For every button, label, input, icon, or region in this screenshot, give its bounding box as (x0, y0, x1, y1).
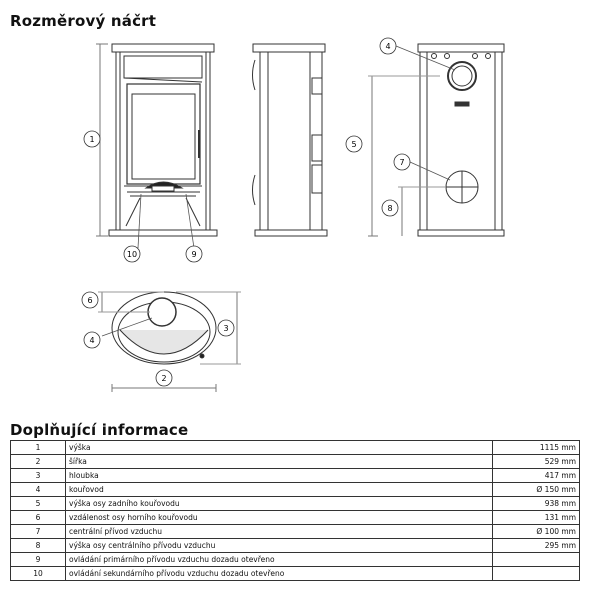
callout-9 (186, 246, 202, 262)
row-value: 529 mm (493, 455, 580, 469)
info-title: Doplňující informace (10, 421, 189, 439)
row-number: 1 (11, 441, 66, 455)
row-number: 9 (11, 553, 66, 567)
row-label: ovládání sekundárního přívodu vzduchu dozadu otevřeno (66, 567, 493, 581)
table-row (11, 441, 580, 455)
row-value: 131 mm (493, 511, 580, 525)
row-number: 5 (11, 497, 66, 511)
side-view (253, 44, 328, 236)
svg-text:9: 9 (191, 250, 197, 259)
callout-4-back (380, 38, 396, 54)
callout-3 (218, 320, 234, 336)
back-view (418, 44, 504, 236)
table-row (11, 525, 580, 539)
row-label: hloubka (66, 469, 493, 483)
callout-5 (346, 136, 362, 152)
svg-text:5: 5 (351, 140, 357, 149)
callout-1 (84, 131, 100, 147)
table-row (11, 455, 580, 469)
row-value: 417 mm (493, 469, 580, 483)
row-number: 8 (11, 539, 66, 553)
row-value: 938 mm (493, 497, 580, 511)
row-value: Ø 150 mm (493, 483, 580, 497)
svg-text:6: 6 (87, 296, 93, 305)
drawing-title: Rozměrový náčrt (10, 12, 157, 30)
callout-2 (156, 370, 172, 386)
callout-10 (124, 246, 140, 262)
row-label: vzdálenost osy horního kouřovodu (66, 511, 493, 525)
table-row (11, 567, 580, 581)
row-value: 1115 mm (493, 441, 580, 455)
row-number: 7 (11, 525, 66, 539)
top-view (112, 292, 216, 364)
row-number: 2 (11, 455, 66, 469)
row-value (493, 567, 580, 581)
row-label: centrální přívod vzduchu (66, 525, 493, 539)
row-label: výška osy zadního kouřovodu (66, 497, 493, 511)
row-value (493, 553, 580, 567)
row-number: 6 (11, 511, 66, 525)
row-value: Ø 100 mm (493, 525, 580, 539)
callout-6 (82, 292, 98, 308)
svg-text:1: 1 (89, 135, 95, 144)
table-row (11, 497, 580, 511)
callout-7 (394, 154, 410, 170)
row-label: výška osy centrálního přívodu vzduchu (66, 539, 493, 553)
dimension-drawing (0, 30, 591, 415)
svg-text:8: 8 (387, 204, 393, 213)
svg-text:10: 10 (126, 250, 138, 259)
callout-8 (382, 200, 398, 216)
row-number: 10 (11, 567, 66, 581)
row-label: výška (66, 441, 493, 455)
svg-text:7: 7 (399, 158, 405, 167)
table-row (11, 553, 580, 567)
row-label: kouřovod (66, 483, 493, 497)
row-value: 295 mm (493, 539, 580, 553)
svg-text:4: 4 (385, 42, 391, 51)
svg-text:2: 2 (161, 374, 167, 383)
row-number: 3 (11, 469, 66, 483)
table-row (11, 511, 580, 525)
row-label: ovládání primárního přívodu vzduchu dozadu otevřeno (66, 553, 493, 567)
svg-text:3: 3 (223, 324, 229, 333)
callout-4-top (84, 332, 100, 348)
svg-text:4: 4 (89, 336, 95, 345)
front-view (109, 44, 217, 236)
row-label: šířka (66, 455, 493, 469)
table-row (11, 539, 580, 553)
table-row (11, 469, 580, 483)
spec-table (10, 440, 580, 581)
table-row (11, 483, 580, 497)
row-number: 4 (11, 483, 66, 497)
